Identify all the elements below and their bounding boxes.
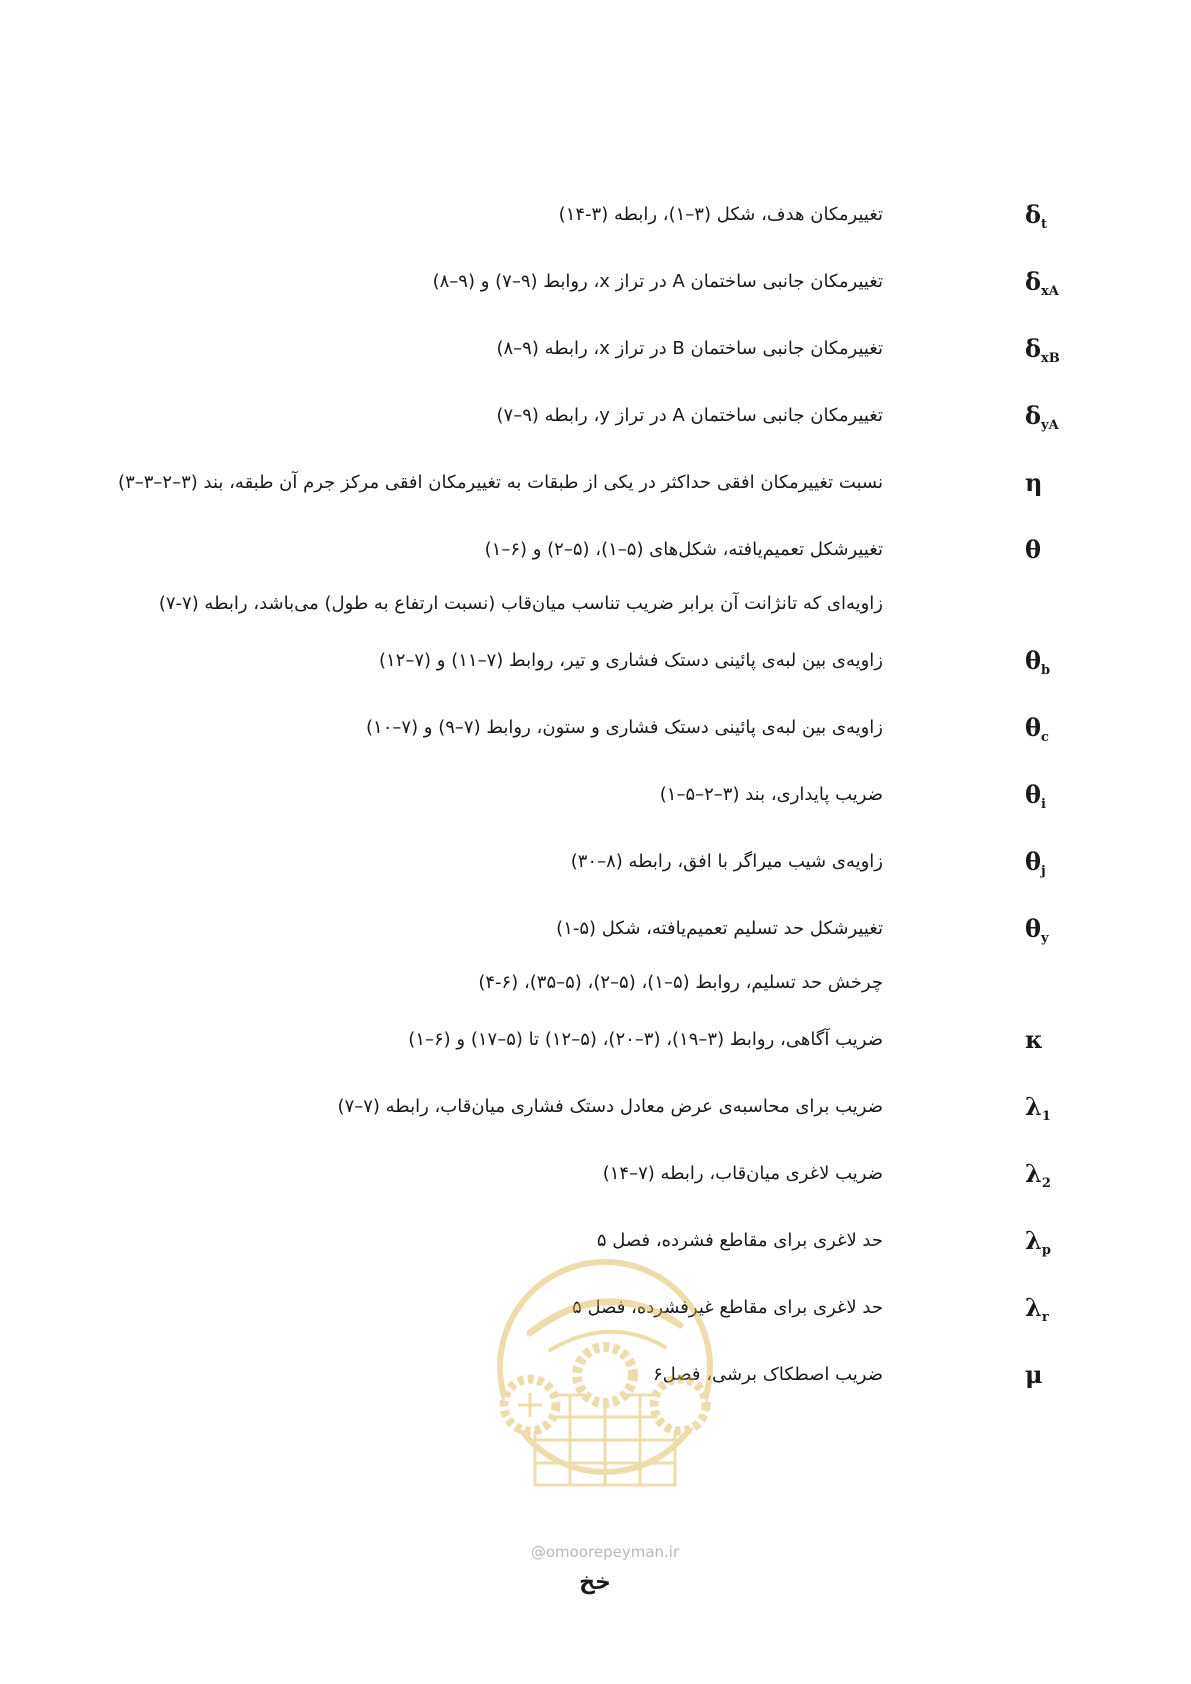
description: تغییرمکان هدف، شکل (۳–۱)، رابطه (۳-۱۴) <box>558 204 883 225</box>
description: تغییرشکل حد تسلیم تعمیم‌یافته، شکل (۵-۱) <box>556 918 883 939</box>
symbol: $\theta_c$ <box>1025 713 1049 745</box>
glossary-entry <box>0 909 1191 1004</box>
description-continued: چرخش حد تسلیم، روابط (۵–۱)، (۵–۲)، (۵–۳۵)، (۶-۴) <box>478 972 883 993</box>
description: تغییرمکان جانبی ساختمان A در تراز y، رابطه (۹–۷) <box>496 405 883 426</box>
description: ضریب برای محاسبه‌ی عرض معادل دستک فشاری میان‌قاب، رابطه (۷–۷) <box>337 1096 883 1117</box>
description: حد لاغری برای مقاطع غیرفشرده، فصل ۵ <box>572 1297 883 1318</box>
glossary-entry <box>0 641 1191 681</box>
glossary-entry <box>0 708 1191 748</box>
description: تغییرمکان جانبی ساختمان A در تراز x، روابط (۹–۷) و (۹–۸) <box>432 271 883 292</box>
glossary-entry <box>0 1087 1191 1127</box>
glossary-entry <box>0 1020 1191 1060</box>
glossary-entry <box>0 530 1191 625</box>
page-number: خخ <box>579 1570 611 1595</box>
symbol: $\theta_y$ <box>1025 914 1049 946</box>
symbol: $\lambda_p$ <box>1025 1226 1051 1258</box>
symbol: $\lambda_r$ <box>1025 1293 1049 1325</box>
description: ضریب پایداری، بند (۳–۲–۵–۱) <box>659 784 883 805</box>
glossary-entry <box>0 262 1191 302</box>
glossary-entry <box>0 329 1191 369</box>
description-continued: زاویه‌ای که تانژانت آن برابر ضریب تناسب میان‌قاب (نسبت ارتفاع به طول) می‌باشد، رابطه (۷-۷) <box>158 593 883 614</box>
symbol: $\delta_t$ <box>1025 200 1048 232</box>
symbol: $\delta_{xA}$ <box>1025 267 1059 299</box>
glossary-entry <box>0 463 1191 503</box>
description: زاویه‌ی بین لبه‌ی پائینی دستک فشاری و ستون، روابط (۷–۹) و (۷–۱۰) <box>366 717 883 738</box>
symbol: $\lambda_1$ <box>1025 1092 1051 1124</box>
glossary-entry <box>0 1154 1191 1194</box>
glossary-entry <box>0 1221 1191 1261</box>
description: ضریب اصطکاک برشی، فصل۶ <box>652 1364 883 1385</box>
watermark-url: @omoorepeyman.ir <box>530 1543 680 1561</box>
description: حد لاغری برای مقاطع فشرده، فصل ۵ <box>596 1230 883 1251</box>
symbol: κ <box>1025 1025 1043 1054</box>
description: تغییرمکان جانبی ساختمان B در تراز x، رابطه (۹–۸) <box>496 338 883 359</box>
description: نسبت تغییرمکان افقی حداکثر در یکی از طبقات به تغییرمکان افقی مرکز جرم آن طبقه، بند (۳–۲–۳–۳) <box>118 472 883 493</box>
symbol: $\theta_j$ <box>1025 847 1046 879</box>
description: زاویه‌ی شیب میراگر با افق، رابطه (۸–۳۰) <box>570 851 883 872</box>
symbol: $\delta_{xB}$ <box>1025 334 1060 366</box>
description: ضریب لاغری میان‌قاب، رابطه (۷–۱۴) <box>602 1163 883 1184</box>
glossary-entry <box>0 396 1191 436</box>
symbol: $\delta_{yA}$ <box>1025 401 1059 433</box>
symbol: μ <box>1025 1360 1043 1389</box>
glossary-entry <box>0 842 1191 882</box>
description: زاویه‌ی بین لبه‌ی پائینی دستک فشاری و تیر، روابط (۷–۱۱) و (۷–۱۲) <box>379 650 883 671</box>
symbol: θ <box>1025 535 1042 564</box>
glossary-entry <box>0 195 1191 235</box>
glossary-entry <box>0 775 1191 815</box>
symbol: $\theta_b$ <box>1025 646 1051 678</box>
description: تغییرشکل تعمیم‌یافته، شکل‌های (۵–۱)، (۵–۲) و (۶–۱) <box>484 539 883 560</box>
symbol: $\lambda_2$ <box>1025 1159 1051 1191</box>
description: ضریب آگاهی، روابط (۳–۱۹)، (۳–۲۰)، (۵–۱۲) تا (۵–۱۷) و (۶–۱) <box>408 1029 883 1050</box>
symbol: η <box>1025 468 1043 497</box>
glossary-entry <box>0 1288 1191 1328</box>
symbol: $\theta_i$ <box>1025 780 1046 812</box>
glossary-entry <box>0 1355 1191 1395</box>
